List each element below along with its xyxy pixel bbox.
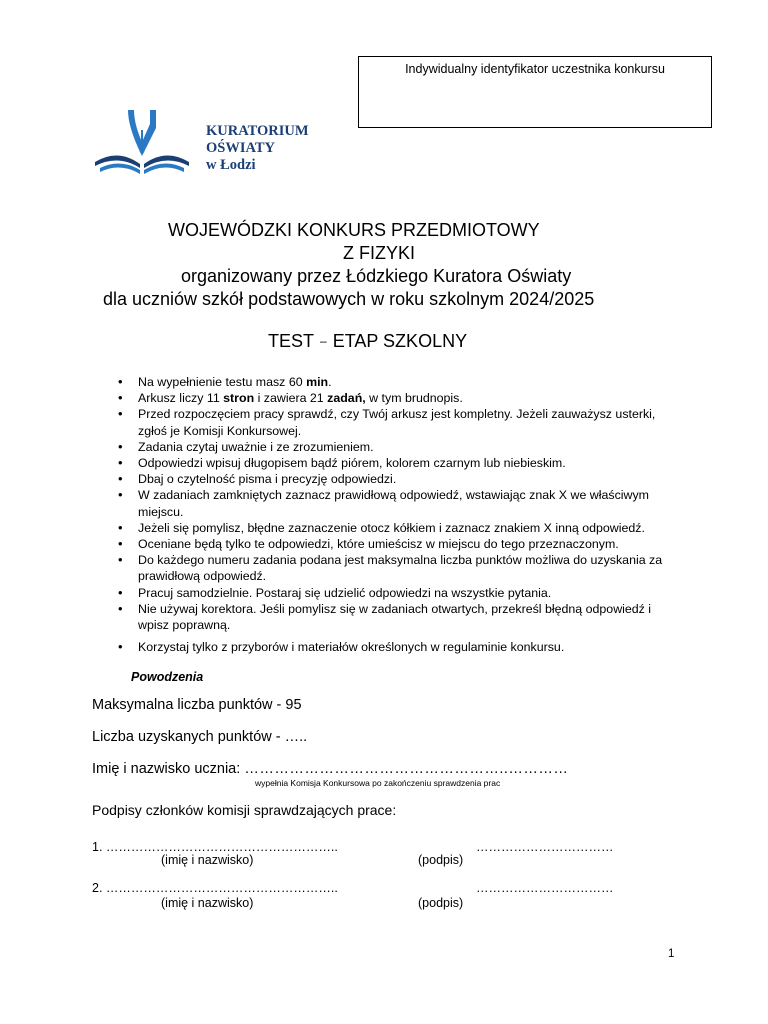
signature-sign-dots[interactable]: …………………………… bbox=[476, 840, 614, 854]
kuratorium-logo-icon bbox=[92, 106, 200, 180]
instruction-item: • Dbaj o czytelność pisma i precyzję odpowiedzi. bbox=[118, 471, 678, 487]
student-name-colon: : bbox=[236, 761, 241, 777]
signature-sign-dots[interactable]: …………………………… bbox=[476, 881, 614, 895]
good-luck-text: Powodzenia bbox=[131, 670, 204, 684]
title-line-3: organizowany przez Łódzkiego Kuratora Oświaty bbox=[181, 266, 572, 286]
test-title-dash: – bbox=[320, 334, 327, 348]
instruction-item: • Nie używaj korektora. Jeśli pomylisz się w zadaniach otwartych, przekreśl błędną odpowiedź i wpisz poprawną. bbox=[118, 601, 678, 633]
instruction-item: • Korzystaj tylko z przyborów i materiałów określonych w regulaminie konkursu. bbox=[118, 639, 678, 655]
instruction-item: • W zadaniach zamkniętych zaznacz prawidłową odpowiedź, wstawiając znak X we właściwym miejscu. bbox=[118, 487, 678, 519]
instruction-item: • Oceniane będą tylko te odpowiedzi, które umieścisz w miejscu do tego przeznaczonym. bbox=[118, 536, 678, 552]
title-line-2: Z FIZYKI bbox=[343, 243, 415, 263]
instruction-item: • Do każdego numeru zadania podana jest maksymalna liczba punktów możliwa do uzyskania za prawidłową odpowiedź. bbox=[118, 552, 678, 584]
student-name-label: Imię i nazwisko ucznia bbox=[92, 761, 237, 777]
title-line-4: dla uczniów szkół podstawowych w roku szkolnym 2024/2025 bbox=[103, 289, 595, 309]
instruction-item: • Arkusz liczy 11 stron i zawiera 21 zadań, w tym brudnopis. bbox=[118, 390, 678, 406]
test-title-right: ETAP SZKOLNY bbox=[332, 331, 468, 351]
signature-row-2 bbox=[92, 881, 614, 895]
title-line-1: WOJEWÓDZKI KONKURS PRZEDMIOTOWY bbox=[168, 220, 540, 240]
signature-name-caption: (imię i nazwisko) bbox=[161, 853, 254, 867]
signature-sign-caption: (podpis) bbox=[418, 853, 464, 867]
student-name-field[interactable] bbox=[92, 761, 568, 777]
signature-row-1 bbox=[92, 840, 614, 854]
instruction-item: • Pracuj samodzielnie. Postaraj się udzielić odpowiedzi na wszystkie pytania. bbox=[118, 585, 678, 601]
logo-line-1: KURATORIUM bbox=[206, 123, 309, 139]
instruction-item: • Na wypełnienie testu masz 60 min. bbox=[118, 374, 678, 390]
participant-id-label: Indywidualny identyfikator uczestnika konkursu bbox=[405, 62, 665, 76]
signature-sign-caption: (podpis) bbox=[418, 896, 464, 910]
page-number: 1 bbox=[668, 948, 675, 960]
signature-name-caption: (imię i nazwisko) bbox=[161, 896, 254, 910]
instruction-item: • Odpowiedzi wpisuj długopisem bądź piórem, kolorem czarnym lub niebieskim. bbox=[118, 455, 678, 471]
signature-name-dots[interactable]: ……………………………………………….. bbox=[105, 840, 338, 854]
test-title bbox=[268, 331, 467, 352]
signature-number: 1. bbox=[92, 840, 103, 854]
commission-note: wypełnia Komisja Konkursowa po zakończeniu sprawdzenia prac bbox=[255, 778, 501, 788]
instruction-item: • Jeżeli się pomylisz, błędne zaznaczenie otocz kółkiem i zaznacz znakiem X inną odpowiedź. bbox=[118, 520, 678, 536]
max-points: Maksymalna liczba punktów - 95 bbox=[92, 697, 302, 713]
signature-name-dots[interactable]: ……………………………………………….. bbox=[105, 881, 338, 895]
obtained-points-field[interactable]: Liczba uzyskanych punktów - ….. bbox=[92, 729, 308, 745]
instruction-item: • Przed rozpoczęciem pracy sprawdź, czy Twój arkusz jest kompletny. Jeżeli zauważysz usterki, zgłoś je Komisji Konkursowej. bbox=[118, 406, 678, 438]
signatures-title: Podpisy członków komisji sprawdzających prace: bbox=[92, 802, 397, 818]
logo-line-2: OŚWIATY bbox=[206, 140, 276, 156]
instructions-list bbox=[118, 374, 678, 655]
participant-id-box[interactable] bbox=[358, 56, 712, 128]
signature-number: 2. bbox=[92, 881, 103, 895]
logo-wordmark bbox=[206, 123, 309, 174]
student-name-dots[interactable]: ……………………………………………..………… bbox=[244, 761, 569, 777]
instruction-item: • Zadania czytaj uważnie i ze zrozumieniem. bbox=[118, 439, 678, 455]
logo-line-3: w Łodzi bbox=[206, 157, 256, 173]
test-title-left: TEST bbox=[268, 331, 315, 351]
